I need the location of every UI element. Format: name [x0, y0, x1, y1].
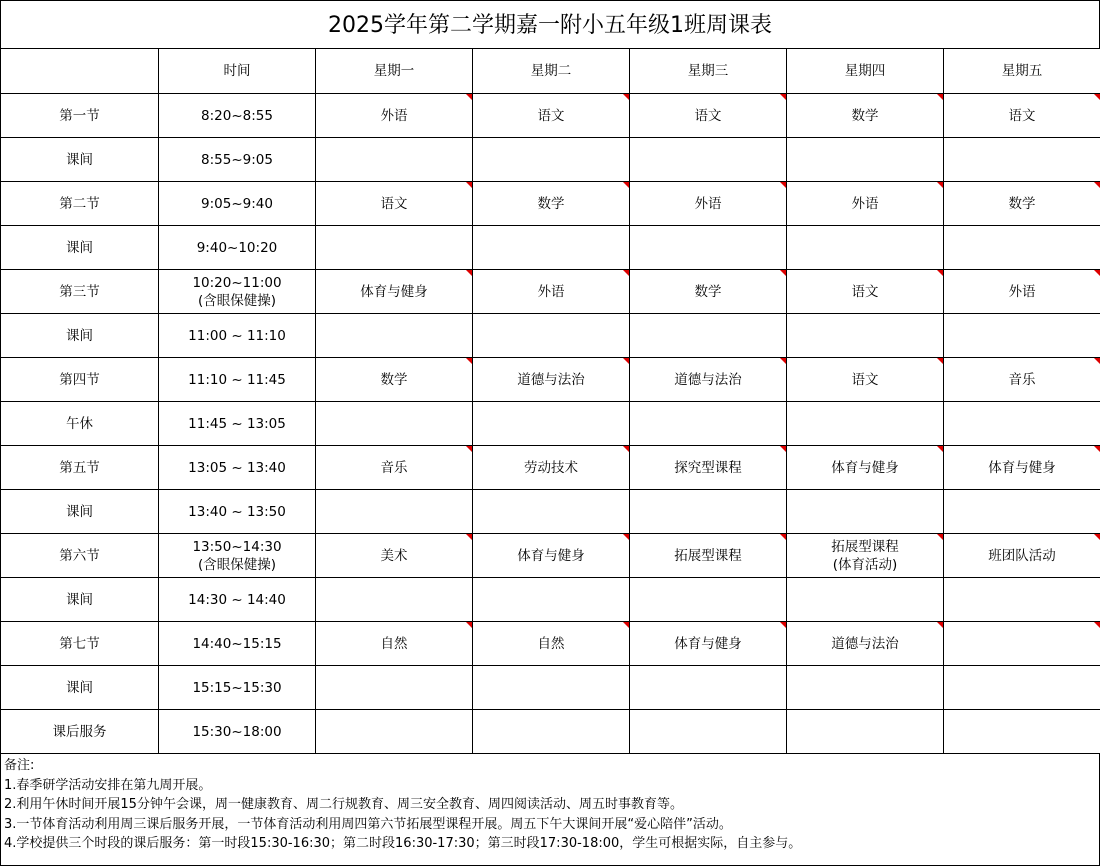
course-cell[interactable] — [944, 270, 1100, 314]
header-day[interactable]: 星期四 — [787, 49, 944, 94]
time-cell[interactable] — [159, 402, 316, 446]
header-row — [1, 49, 1100, 94]
course-cell[interactable] — [944, 710, 1100, 754]
course-cell[interactable] — [316, 94, 473, 138]
course-cell[interactable] — [316, 534, 473, 578]
comment-marker-icon[interactable] — [780, 94, 786, 100]
course-text: 道德与法治 — [787, 635, 943, 653]
comment-marker-icon[interactable] — [466, 358, 472, 364]
time-text: 15:30~18:00 — [159, 723, 315, 741]
course-cell[interactable] — [473, 358, 630, 402]
period-label[interactable]: 第二节 — [1, 182, 159, 226]
course-cell[interactable] — [630, 358, 787, 402]
course-text: 语文 — [787, 371, 943, 389]
table-row — [1, 358, 1100, 402]
time-text: 13:50~14:30 — [159, 538, 315, 556]
course-text: 自然 — [473, 635, 629, 653]
table-row — [1, 270, 1100, 314]
time-cell[interactable] — [159, 534, 316, 578]
note-line: 1.春季研学活动安排在第九周开展。 — [4, 776, 1096, 796]
page-title: 2025学年第二学期嘉一附小五年级1班周课表 — [0, 0, 1100, 48]
comment-marker-icon[interactable] — [780, 534, 786, 540]
comment-marker-icon[interactable] — [937, 446, 943, 452]
course-text: 拓展型课程 — [630, 547, 786, 565]
course-cell[interactable] — [630, 138, 787, 182]
course-cell[interactable] — [473, 226, 630, 270]
course-cell[interactable] — [944, 534, 1100, 578]
comment-marker-icon[interactable] — [780, 358, 786, 364]
course-text: 数学 — [944, 195, 1100, 213]
comment-marker-icon[interactable] — [937, 622, 943, 628]
course-cell[interactable] — [944, 578, 1100, 622]
course-text: 外语 — [316, 107, 472, 125]
course-cell[interactable] — [473, 402, 630, 446]
course-cell[interactable] — [630, 710, 787, 754]
time-text: 10:20~11:00 — [159, 274, 315, 292]
corner-cell[interactable] — [1, 49, 159, 94]
comment-marker-icon[interactable] — [623, 534, 629, 540]
period-label[interactable]: 课间 — [1, 490, 159, 534]
time-text: 9:40~10:20 — [159, 239, 315, 257]
course-text: (体育活动) — [787, 556, 943, 574]
course-cell[interactable] — [944, 226, 1100, 270]
course-text: 外语 — [944, 283, 1100, 301]
course-cell[interactable] — [630, 446, 787, 490]
course-cell[interactable] — [787, 182, 944, 226]
time-text: 15:15~15:30 — [159, 679, 315, 697]
comment-marker-icon[interactable] — [623, 358, 629, 364]
note-line: 2.利用午休时间开展15分钟午会课，周一健康教育、周二行规教育、周三安全教育、周四阅读活动、周五时事教育等。 — [4, 795, 1096, 815]
time-cell[interactable] — [159, 358, 316, 402]
time-text: (含眼保健操) — [159, 292, 315, 310]
course-cell[interactable] — [787, 358, 944, 402]
note-line: 3.一节体育活动利用周三课后服务开展，一节体育活动利用周四第六节拓展型课程开展。周五下午大课间开展“爱心陪伴”活动。 — [4, 815, 1096, 835]
course-text: 体育与健身 — [316, 283, 472, 301]
comment-marker-icon[interactable] — [780, 446, 786, 452]
time-text: 13:05 ~ 13:40 — [159, 459, 315, 477]
time-text: 13:40 ~ 13:50 — [159, 503, 315, 521]
course-text: 体育与健身 — [473, 547, 629, 565]
course-text: 体育与健身 — [630, 635, 786, 653]
comment-marker-icon[interactable] — [623, 622, 629, 628]
period-label[interactable]: 第一节 — [1, 94, 159, 138]
period-label[interactable]: 第三节 — [1, 270, 159, 314]
table-row — [1, 710, 1100, 754]
table-row — [1, 182, 1100, 226]
period-label[interactable]: 第五节 — [1, 446, 159, 490]
course-text: 外语 — [630, 195, 786, 213]
comment-marker-icon[interactable] — [623, 94, 629, 100]
time-text: (含眼保健操) — [159, 556, 315, 574]
course-cell[interactable] — [944, 94, 1100, 138]
course-cell[interactable] — [473, 666, 630, 710]
course-cell[interactable] — [630, 94, 787, 138]
time-cell[interactable] — [159, 666, 316, 710]
course-text: 数学 — [630, 283, 786, 301]
comment-marker-icon[interactable] — [1094, 94, 1100, 100]
comment-marker-icon[interactable] — [937, 270, 943, 276]
comment-marker-icon[interactable] — [623, 182, 629, 188]
table-row — [1, 666, 1100, 710]
course-cell[interactable] — [787, 622, 944, 666]
course-cell[interactable] — [316, 622, 473, 666]
course-cell[interactable] — [787, 446, 944, 490]
course-cell[interactable] — [787, 710, 944, 754]
table-row — [1, 446, 1100, 490]
course-cell[interactable] — [630, 182, 787, 226]
period-label[interactable]: 课间 — [1, 314, 159, 358]
comment-marker-icon[interactable] — [1094, 270, 1100, 276]
course-cell[interactable] — [316, 490, 473, 534]
course-cell[interactable] — [473, 490, 630, 534]
course-text: 语文 — [944, 107, 1100, 125]
note-line: 4.学校提供三个时段的课后服务：第一时段15:30-16:30；第二时段16:30-17:30；第三时段17:30-18:00，学生可根据实际，自主参与。 — [4, 834, 1096, 854]
course-cell[interactable] — [473, 182, 630, 226]
header-day[interactable]: 星期五 — [944, 49, 1100, 94]
course-cell[interactable] — [944, 314, 1100, 358]
comment-marker-icon[interactable] — [780, 182, 786, 188]
course-text: 道德与法治 — [473, 371, 629, 389]
time-cell[interactable] — [159, 182, 316, 226]
comment-marker-icon[interactable] — [623, 270, 629, 276]
course-cell[interactable] — [944, 402, 1100, 446]
time-cell[interactable] — [159, 314, 316, 358]
course-text: 探究型课程 — [630, 459, 786, 477]
table-row — [1, 490, 1100, 534]
course-cell[interactable] — [630, 270, 787, 314]
header-day[interactable]: 星期二 — [473, 49, 630, 94]
time-cell[interactable] — [159, 622, 316, 666]
period-label[interactable]: 课后服务 — [1, 710, 159, 754]
time-cell[interactable] — [159, 490, 316, 534]
course-cell[interactable] — [316, 666, 473, 710]
course-cell[interactable] — [944, 622, 1100, 666]
course-cell[interactable] — [473, 446, 630, 490]
comment-marker-icon[interactable] — [780, 270, 786, 276]
course-cell[interactable] — [473, 710, 630, 754]
course-cell[interactable] — [630, 578, 787, 622]
course-cell[interactable] — [316, 314, 473, 358]
course-cell[interactable] — [316, 402, 473, 446]
comment-marker-icon[interactable] — [466, 622, 472, 628]
course-cell[interactable] — [944, 182, 1100, 226]
table-row — [1, 578, 1100, 622]
comment-marker-icon[interactable] — [937, 358, 943, 364]
course-text: 体育与健身 — [944, 459, 1100, 477]
course-cell[interactable] — [787, 138, 944, 182]
time-text: 8:55~9:05 — [159, 151, 315, 169]
timetable-grid — [0, 48, 1100, 754]
course-cell[interactable] — [473, 314, 630, 358]
course-cell[interactable] — [630, 534, 787, 578]
course-cell[interactable] — [630, 314, 787, 358]
course-cell[interactable] — [787, 94, 944, 138]
course-cell[interactable] — [316, 446, 473, 490]
period-label[interactable]: 课间 — [1, 138, 159, 182]
course-text: 音乐 — [316, 459, 472, 477]
table-row — [1, 314, 1100, 358]
header-time[interactable]: 时间 — [159, 49, 316, 94]
time-text: 11:10 ~ 11:45 — [159, 371, 315, 389]
course-cell[interactable] — [787, 490, 944, 534]
time-cell[interactable] — [159, 270, 316, 314]
period-label[interactable]: 课间 — [1, 666, 159, 710]
course-text: 外语 — [473, 283, 629, 301]
course-cell[interactable] — [787, 534, 944, 578]
comment-marker-icon[interactable] — [466, 534, 472, 540]
time-cell[interactable] — [159, 138, 316, 182]
course-cell[interactable] — [630, 490, 787, 534]
period-label[interactable]: 午休 — [1, 402, 159, 446]
course-cell[interactable] — [316, 182, 473, 226]
course-cell[interactable] — [630, 226, 787, 270]
course-cell[interactable] — [473, 270, 630, 314]
course-cell[interactable] — [787, 270, 944, 314]
course-text: 美术 — [316, 547, 472, 565]
comment-marker-icon[interactable] — [466, 94, 472, 100]
course-cell[interactable] — [787, 402, 944, 446]
course-cell[interactable] — [316, 578, 473, 622]
course-text: 拓展型课程 — [787, 538, 943, 556]
course-text: 语文 — [316, 195, 472, 213]
course-cell[interactable] — [316, 270, 473, 314]
comment-marker-icon[interactable] — [937, 534, 943, 540]
time-text: 9:05~9:40 — [159, 195, 315, 213]
period-label[interactable]: 第四节 — [1, 358, 159, 402]
header-day[interactable]: 星期一 — [316, 49, 473, 94]
comment-marker-icon[interactable] — [1094, 358, 1100, 364]
time-text: 11:00 ~ 11:10 — [159, 327, 315, 345]
comment-marker-icon[interactable] — [937, 182, 943, 188]
time-cell[interactable] — [159, 226, 316, 270]
course-text: 音乐 — [944, 371, 1100, 389]
course-cell[interactable] — [316, 358, 473, 402]
course-text: 外语 — [787, 195, 943, 213]
notes-heading: 备注: — [4, 756, 1096, 776]
course-text: 数学 — [787, 107, 943, 125]
course-text: 劳动技术 — [473, 459, 629, 477]
course-cell[interactable] — [787, 666, 944, 710]
table-row — [1, 138, 1100, 182]
course-cell[interactable] — [473, 534, 630, 578]
time-cell[interactable] — [159, 446, 316, 490]
time-text: 11:45 ~ 13:05 — [159, 415, 315, 433]
course-cell[interactable] — [787, 226, 944, 270]
course-cell[interactable] — [944, 490, 1100, 534]
course-text: 语文 — [630, 107, 786, 125]
course-cell[interactable] — [316, 710, 473, 754]
comment-marker-icon[interactable] — [780, 622, 786, 628]
comment-marker-icon[interactable] — [623, 446, 629, 452]
table-row — [1, 534, 1100, 578]
comment-marker-icon[interactable] — [937, 94, 943, 100]
time-cell[interactable] — [159, 578, 316, 622]
comment-marker-icon[interactable] — [466, 182, 472, 188]
table-row — [1, 94, 1100, 138]
course-cell[interactable] — [944, 138, 1100, 182]
course-cell[interactable] — [630, 622, 787, 666]
time-text: 14:30 ~ 14:40 — [159, 591, 315, 609]
course-cell[interactable] — [473, 578, 630, 622]
comment-marker-icon[interactable] — [466, 446, 472, 452]
comment-marker-icon[interactable] — [1094, 622, 1100, 628]
course-cell[interactable] — [473, 94, 630, 138]
header-day[interactable]: 星期三 — [630, 49, 787, 94]
comment-marker-icon[interactable] — [1094, 446, 1100, 452]
period-label[interactable]: 第六节 — [1, 534, 159, 578]
course-text: 道德与法治 — [630, 371, 786, 389]
time-text: 8:20~8:55 — [159, 107, 315, 125]
course-cell[interactable] — [630, 666, 787, 710]
course-cell[interactable] — [944, 358, 1100, 402]
comment-marker-icon[interactable] — [1094, 182, 1100, 188]
notes-section — [0, 754, 1100, 866]
course-cell[interactable] — [316, 226, 473, 270]
period-label[interactable]: 课间 — [1, 578, 159, 622]
course-text: 语文 — [787, 283, 943, 301]
comment-marker-icon[interactable] — [1094, 534, 1100, 540]
course-cell[interactable] — [787, 314, 944, 358]
table-row — [1, 226, 1100, 270]
comment-marker-icon[interactable] — [466, 270, 472, 276]
course-text: 数学 — [316, 371, 472, 389]
course-text: 体育与健身 — [787, 459, 943, 477]
period-label[interactable]: 第七节 — [1, 622, 159, 666]
time-text: 14:40~15:15 — [159, 635, 315, 653]
time-cell[interactable] — [159, 710, 316, 754]
course-cell[interactable] — [630, 402, 787, 446]
course-text: 语文 — [473, 107, 629, 125]
time-cell[interactable] — [159, 94, 316, 138]
table-row — [1, 622, 1100, 666]
course-text: 自然 — [316, 635, 472, 653]
course-text: 班团队活动 — [944, 547, 1100, 565]
course-cell[interactable] — [944, 666, 1100, 710]
course-cell[interactable] — [473, 138, 630, 182]
course-cell[interactable] — [787, 578, 944, 622]
period-label[interactable]: 课间 — [1, 226, 159, 270]
course-text: 数学 — [473, 195, 629, 213]
table-row — [1, 402, 1100, 446]
course-cell[interactable] — [473, 622, 630, 666]
course-cell[interactable] — [944, 446, 1100, 490]
course-cell[interactable] — [316, 138, 473, 182]
